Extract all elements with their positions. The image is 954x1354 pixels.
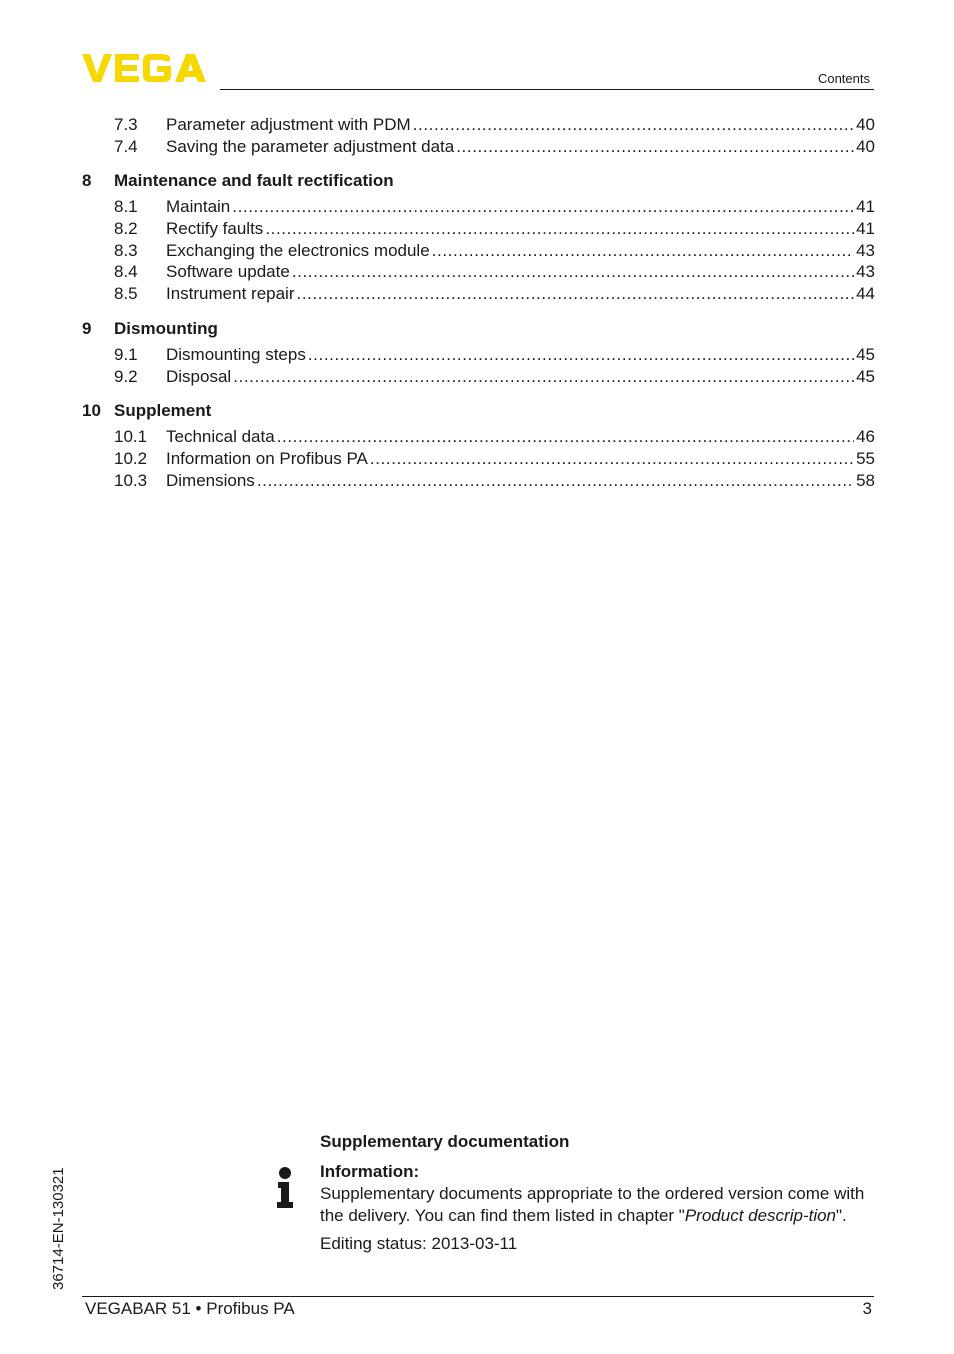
chapter-reference: Product descrip-tion: [684, 1206, 837, 1225]
section-label: Contents: [817, 71, 870, 86]
footer-product: VEGABAR 51 • Profibus PA: [85, 1299, 295, 1318]
toc-chapter-heading[interactable]: [82, 170, 875, 192]
toc-entry-number: 8.5: [114, 284, 138, 304]
toc-entry-page: 40: [856, 136, 875, 156]
dot-leader: [432, 240, 854, 262]
footer-rule: [82, 1296, 874, 1297]
dot-leader: [308, 344, 854, 366]
toc-entry[interactable]: [82, 283, 875, 305]
toc-entry-number: 10.1: [114, 427, 148, 447]
toc-entry[interactable]: [82, 426, 875, 448]
chapter-number: 9: [82, 318, 92, 338]
chapter-number: 10: [82, 401, 101, 421]
toc-entry-title: Dimensions: [166, 470, 255, 490]
chapter-title: Supplement: [114, 401, 212, 421]
toc-entry-title: Disposal: [166, 366, 232, 386]
chapter-title: Dismounting: [114, 318, 218, 338]
toc-chapter-heading[interactable]: [82, 318, 875, 340]
toc-entry-number: 8.2: [114, 219, 138, 239]
toc-entry-title: Maintain: [166, 197, 231, 217]
toc-entry-page: 43: [856, 262, 875, 282]
supplementary-documentation: [320, 1131, 876, 1255]
toc-entry-title: Instrument repair: [166, 284, 295, 304]
vega-logo: [82, 52, 212, 84]
toc-entry[interactable]: [82, 344, 875, 366]
toc-entry-page: 44: [856, 284, 875, 304]
chapter-number: 8: [82, 171, 92, 191]
toc-entry-page: 41: [856, 219, 875, 239]
toc-entry-title: Exchanging the electronics module: [166, 240, 430, 260]
toc-entry-page: 45: [856, 366, 875, 386]
toc-entry-page: 40: [856, 115, 875, 134]
toc-entry[interactable]: [82, 114, 875, 136]
toc-entry-number: 9.2: [114, 366, 138, 386]
toc-entry-page: 58: [856, 470, 875, 490]
toc-entry-page: 46: [856, 427, 875, 447]
dot-leader: [277, 426, 854, 448]
toc-entry-number: 10.2: [114, 448, 148, 468]
dot-leader: [456, 136, 854, 158]
page-number: 3: [862, 1299, 872, 1318]
toc-entry[interactable]: [82, 366, 875, 388]
toc-entry[interactable]: [82, 196, 875, 218]
header-rule: [220, 89, 874, 90]
toc-entry[interactable]: [82, 240, 875, 262]
toc-entry-number: 8.4: [114, 262, 138, 282]
toc-chapter-heading[interactable]: [82, 400, 875, 422]
toc-entry-page: 41: [856, 197, 875, 217]
toc-entry-page: 45: [856, 344, 875, 364]
dot-leader: [232, 196, 854, 218]
dot-leader: [265, 218, 854, 240]
dot-leader: [370, 448, 854, 470]
toc-entry-title: Saving the parameter adjustment data: [166, 136, 455, 156]
toc-entry[interactable]: [82, 448, 875, 470]
toc-entry-number: 9.1: [114, 344, 138, 364]
toc-entry-number: 8.1: [114, 197, 138, 217]
editing-status: Editing status: 2013-03-11: [320, 1234, 518, 1253]
toc-entry-title: Dismounting steps: [166, 344, 306, 364]
chapter-title: Maintenance and fault rectification: [114, 171, 394, 191]
toc-entry-title: Software update: [166, 262, 290, 282]
dot-leader: [233, 366, 854, 388]
toc-entry[interactable]: [82, 136, 875, 158]
dot-leader: [413, 114, 854, 136]
table-of-contents: [82, 114, 875, 491]
toc-entry-number: 8.3: [114, 240, 138, 260]
toc-entry[interactable]: [82, 218, 875, 240]
supplementary-heading: Supplementary documentation: [320, 1132, 570, 1151]
dot-leader: [292, 261, 854, 283]
information-text: Supplementary documents appropriate to the ordered version come with the delivery. You can find them listed in chapter "Product descrip-tion".: [320, 1184, 865, 1225]
toc-entry-number: 7.3: [114, 115, 138, 134]
toc-entry[interactable]: [82, 261, 875, 283]
info-icon: [275, 1167, 295, 1209]
toc-entry-page: 43: [856, 240, 875, 260]
toc-entry-page: 55: [856, 448, 875, 468]
toc-entry-title: Rectify faults: [166, 219, 264, 239]
document-code: 36714-EN-130321: [50, 1167, 67, 1290]
toc-entry-number: 7.4: [114, 136, 138, 156]
toc-entry-title: Technical data: [166, 427, 275, 447]
toc-entry-number: 10.3: [114, 470, 148, 490]
dot-leader: [257, 470, 854, 492]
dot-leader: [297, 283, 855, 305]
toc-entry-title: Parameter adjustment with PDM: [166, 115, 411, 134]
toc-entry-title: Information on Profibus PA: [166, 448, 368, 468]
information-label: Information:: [320, 1162, 420, 1181]
toc-entry[interactable]: [82, 470, 875, 492]
